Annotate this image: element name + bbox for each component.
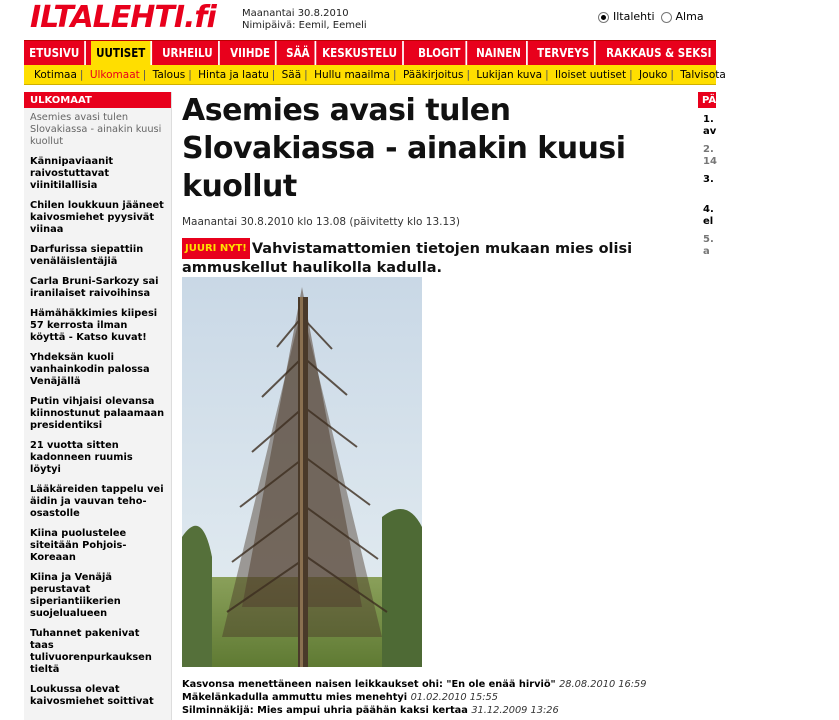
article-meta: Maanantai 30.8.2010 klo 13.08 (päivitetty klo 13.13): [182, 216, 460, 228]
right-heading: PÄ: [698, 92, 716, 108]
scope-iltalehti[interactable]: Iltalehti: [598, 10, 655, 23]
sidebar-item[interactable]: Hämähäkkimies kiipesi 57 kerrosta ilman köyttä - Katso kuvat!: [30, 308, 158, 343]
right-item[interactable]: a: [703, 246, 710, 257]
tab-uutiset[interactable]: UUTISET: [91, 41, 152, 65]
related-item[interactable]: Silminnäkijä: Mies ampui uhria päähän kaksi kertaa 31.12.2009 13:26: [182, 705, 559, 716]
right-item[interactable]: 14: [703, 156, 717, 167]
tab-urheilu[interactable]: URHEILU: [157, 41, 219, 65]
right-item[interactable]: 3.: [703, 174, 714, 185]
right-item[interactable]: 2.: [703, 144, 714, 155]
sidebar-heading: ULKOMAAT: [24, 92, 171, 108]
sidebar-item[interactable]: Asemies avasi tulen Slovakiassa - ainakin kuusi kuollut: [30, 112, 162, 147]
sidebar-list: [24, 108, 171, 708]
subtab-jouko[interactable]: Jouko: [639, 69, 668, 81]
right-item[interactable]: 4.: [703, 204, 714, 215]
subtab-ulkomaat[interactable]: Ulkomaat: [89, 69, 140, 81]
tree-image: [182, 277, 422, 667]
subtab-saa[interactable]: Sää: [281, 69, 302, 81]
subtab-paakirjoitus[interactable]: Pääkirjoitus: [402, 69, 464, 81]
tab-keskustelu[interactable]: KESKUSTELU: [317, 41, 404, 65]
right-item[interactable]: av: [703, 126, 717, 137]
related-item[interactable]: Kasvonsa menettäneen naisen leikkaukset ohi: "En ole enää hirviö" 28.08.2010 16:59: [182, 679, 647, 690]
sidebar-item[interactable]: Chilen loukkuun jääneet kaivosmiehet pyysivät viinaa: [30, 200, 164, 235]
subtab-kotimaa[interactable]: Kotimaa: [34, 69, 77, 81]
right-item[interactable]: el: [703, 216, 714, 227]
article-lead: [182, 238, 682, 278]
article-headline: Asemies avasi tulen Slovakiassa - ainakin kuusi kuollut: [182, 93, 626, 204]
sidebar-item[interactable]: Loukussa olevat kaivosmiehet soittivat: [30, 684, 154, 707]
subtab-hullu-maailma[interactable]: Hullu maailma: [314, 69, 391, 81]
right-item[interactable]: 5.: [703, 234, 714, 245]
sidebar-item[interactable]: Kännipaviaanit raivostuttavat viinitilallisia: [30, 156, 114, 191]
tab-blogit[interactable]: BLOGIT: [413, 41, 467, 65]
tab-etusivu[interactable]: ETUSIVU: [24, 41, 86, 65]
sidebar-item[interactable]: Tuhannet pakenivat taas tulivuorenpurkauksen tieltä: [30, 628, 152, 675]
sidebar-item[interactable]: Yhdeksän kuoli vanhainkodin palossa Venäjällä: [30, 352, 150, 387]
tab-saa[interactable]: SÄÄ: [281, 41, 316, 65]
subtab-talous[interactable]: Talous: [152, 69, 186, 81]
article-photo: [182, 277, 422, 667]
subtab-iloiset-uutiset[interactable]: Iloiset uutiset: [555, 69, 627, 81]
scope-alma[interactable]: Alma: [661, 10, 704, 23]
subtab-lukijan-kuva[interactable]: Lukijan kuva: [476, 69, 543, 81]
tab-ruoka[interactable]: RUOKA: [786, 41, 839, 65]
date-line: Maanantai 30.8.2010: [242, 8, 349, 19]
site-logo[interactable]: ILTALEHTI.fi: [30, 0, 216, 35]
lead-text: Vahvistamattomien tietojen mukaan mies olisi ammuskellut haulikolla kadulla.: [182, 241, 633, 276]
sidebar-item[interactable]: Carla Bruni-Sarkozy sai iranilaiset raivoihinsa: [30, 276, 159, 299]
section-sidebar: [24, 92, 172, 720]
tab-rakkaus-seksi[interactable]: RAKKAUS & SEKSI: [601, 41, 718, 65]
radio-icon[interactable]: [661, 12, 672, 23]
tab-perhe[interactable]: PERHE: [733, 41, 783, 65]
nameday-line: Nimipäivä: Eemil, Eemeli: [242, 20, 367, 31]
sidebar-item[interactable]: Putin vihjaisi olevansa kiinnostunut palaamaan presidentiksi: [30, 396, 165, 431]
sidebar-item[interactable]: Kiina puolustelee siteitään Pohjois-Koreaan: [30, 528, 127, 563]
article: [182, 92, 682, 278]
tab-nainen[interactable]: NAINEN: [471, 41, 528, 65]
related-list: [182, 678, 682, 717]
breaking-badge: JUURI NYT!: [182, 238, 250, 259]
date-box: [242, 8, 367, 32]
subtab-hinta-ja-laatu[interactable]: Hinta ja laatu: [198, 69, 269, 81]
subtab-talvisota[interactable]: Talvisota: [680, 69, 726, 81]
sidebar-item[interactable]: Lääkäreiden tappelu vei äidin ja vauvan teho-osastolle: [30, 484, 164, 519]
tab-viihde[interactable]: VIIHDE: [225, 41, 277, 65]
radio-selected-icon[interactable]: [598, 12, 609, 23]
right-item[interactable]: 1.: [703, 114, 714, 125]
sidebar-item[interactable]: Kiina ja Venäjä perustavat siperiantiikerien suojelualueen: [30, 572, 121, 619]
related-item[interactable]: Mäkelänkadulla ammuttu mies menehtyi 01.02.2010 15:55: [182, 692, 499, 703]
page-header: [0, 0, 716, 38]
sidebar-item[interactable]: 21 vuotta sitten kadonneen ruumis löytyi: [30, 440, 133, 475]
right-sidebar: [698, 92, 716, 720]
main-nav: [24, 40, 833, 65]
tab-terveys[interactable]: TERVEYS: [532, 41, 596, 65]
sidebar-item[interactable]: Darfurissa siepattiin venäläislentäjiä: [30, 244, 144, 267]
search-scope: [598, 10, 704, 23]
sub-nav: Kotimaa | Ulkomaat | Talous | Hinta ja laatu | Sää | Hullu maailma | Pääkirjoitus | Lukijan kuva | Iloiset uutiset | Jouko | Talvisota: [24, 65, 716, 85]
